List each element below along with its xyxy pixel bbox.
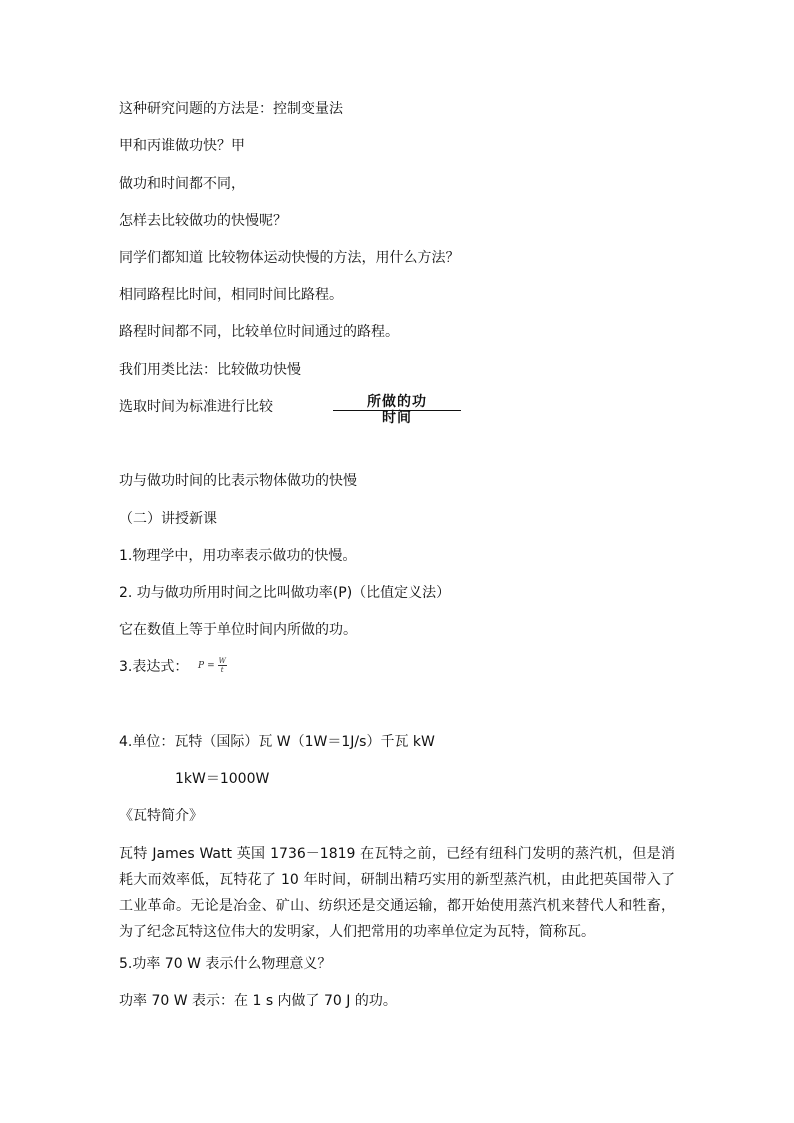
line-21: 功率 70 W 表示：在 1 s 内做了 70 J 的功。 [119,993,397,1009]
formula-denominator: t [220,666,224,674]
line-1: 这种研究问题的方法是：控制变量法 [119,101,343,117]
line-13: 2. 功与做功所用时间之比叫做功率(P)（比值定义法） [119,585,451,601]
line-8: 我们用类比法：比较做功快慢 [119,362,301,378]
formula-fraction [218,657,227,674]
line-7: 路程时间都不同，比较单位时间通过的路程。 [119,324,399,340]
line-12: 1.物理学中，用功率表示做功的快慢。 [119,548,357,564]
watt-intro-heading: 《瓦特简介》 [119,808,203,824]
line-10: 功与做功时间的比表示物体做功的快慢 [119,473,357,489]
section-heading: （二）讲授新课 [119,511,217,527]
line-5: 同学们都知道 比较物体运动快慢的方法，用什么方法？ [119,250,460,266]
line-14: 它在数值上等于单位时间内所做的功。 [119,622,357,638]
fraction-denominator: 时间 [382,410,412,426]
line-16: 4.单位：瓦特（国际）瓦 W（1W＝1J/s）千瓦 kW [119,734,435,750]
line-3: 做功和时间都不同， [119,176,245,192]
work-over-time-fraction [333,396,461,425]
line-15: 3.表达式： [119,659,189,675]
formula-equals: = [207,660,215,671]
power-formula [198,657,227,674]
fraction-numerator: 所做的功 [333,396,461,411]
line-20: 5.功率 70 W 表示什么物理意义？ [119,956,332,972]
line-6: 相同路程比时间，相同时间比路程。 [119,287,343,303]
formula-lhs: P [198,660,205,671]
line-2: 甲和丙谁做功快？甲 [119,138,245,154]
line-17: 1kW＝1000W [175,771,270,787]
formula-numerator: W [218,657,226,665]
line-4: 怎样去比较做功的快慢呢？ [119,213,287,229]
watt-intro-paragraph: 瓦特 James Watt 英国 1736－1819 在瓦特之前，已经有纽科门发明的蒸汽机，但是消耗大而效率低，瓦特花了 10 年时间，研制出精巧实用的新型蒸汽机，由此把英国带入了工业革命。无论是冶金、矿山、纺织还是交通运输，都开始使用蒸汽机来替代人和牲畜，为了纪念瓦特这位伟大的发明家，人们把常用的功率单位定为瓦特，简称瓦。 [119,846,675,940]
line-9: 选取时间为标准进行比较 [119,399,273,415]
